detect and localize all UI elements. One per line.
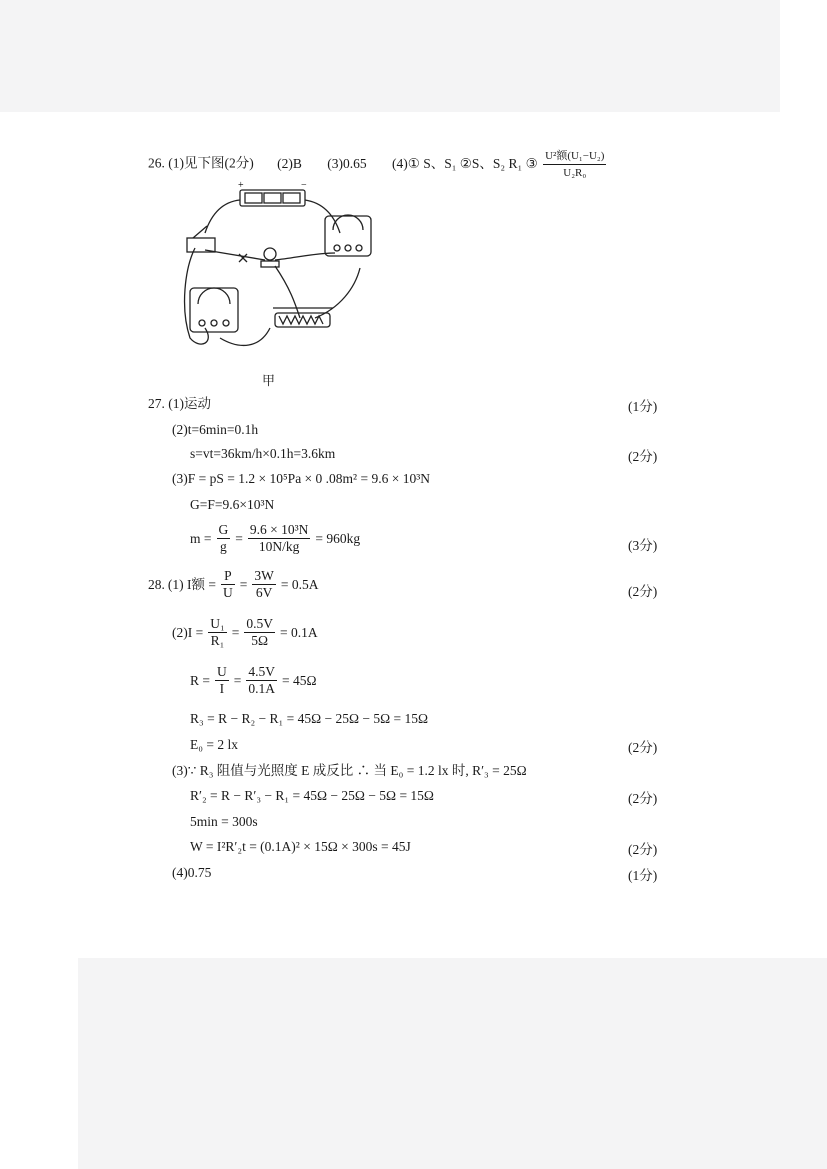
lamp-icon — [264, 248, 276, 260]
q26-number: 26. — [148, 155, 165, 171]
q26-part1: (1)见下图(2分) — [168, 155, 254, 171]
q28-score9: (2分) — [628, 842, 658, 857]
q28-l1-frac2-den: 6V — [255, 585, 273, 600]
q28-line2 — [172, 616, 318, 649]
q28-l2-rhs: = 0.1A — [279, 624, 318, 640]
q27-frac1-num: G — [218, 522, 229, 537]
q27-frac1 — [217, 522, 231, 555]
q27-score1: (1分) — [628, 399, 658, 414]
q28-score1: (2分) — [628, 584, 658, 599]
q28-l1-frac1-den: U — [222, 585, 233, 600]
q28-l3-frac1 — [215, 664, 229, 697]
q28-l1-rhs: = 0.5A — [280, 576, 319, 592]
battery-plus-sign: + — [238, 180, 244, 191]
q27-line1 — [148, 395, 211, 413]
switch-icon — [187, 238, 215, 252]
q28-l2-frac2 — [244, 616, 275, 649]
q28-line1 — [148, 568, 318, 601]
q28-l1-frac2-num: 3W — [254, 568, 274, 583]
q28-l2-frac2-den: 5Ω — [251, 633, 269, 648]
q28-l1-frac2 — [252, 568, 276, 601]
q28-l1-equals: = — [239, 576, 248, 592]
figure-caption: 甲 — [262, 373, 276, 388]
q28-line7: R′₂ = R − R′₃ − R₁ = 45Ω − 25Ω − 5Ω = 15Ω — [190, 788, 434, 803]
q27-line2: (2)t=6min=0.1h — [172, 422, 259, 437]
q28-line4: R₃ = R − R₂ − R₁ = 45Ω − 25Ω − 5Ω = 15Ω — [190, 711, 429, 726]
q26-frac-denominator: U₂R₀ — [563, 167, 587, 179]
q28-l3-frac2 — [246, 664, 277, 697]
q28-line8: 5min = 300s — [190, 814, 258, 829]
q26-fraction — [543, 148, 606, 181]
q28-l3-frac2-num: 4.5V — [248, 664, 275, 679]
q27-score6: (3分) — [628, 538, 658, 553]
q28-line9: W = I²R′₂t = (0.1A)² × 15Ω × 300s = 45J — [190, 839, 411, 854]
q28-l2-frac1-num: U₁ — [210, 616, 225, 631]
q27-score3: (2分) — [628, 449, 658, 464]
bottom-gray-band — [78, 958, 827, 1169]
q28-l3-frac2-den: 0.1A — [248, 681, 275, 696]
q27-part1: (1)运动 — [168, 396, 211, 411]
q27-line5: G=F=9.6×10³N — [190, 497, 275, 512]
q28-l3-rhs: = 45Ω — [282, 672, 317, 688]
top-gray-band — [0, 0, 780, 112]
q27-frac1-den: g — [220, 539, 227, 554]
q28-l3-frac1-num: U — [217, 664, 227, 679]
q27-line4: (3)F = pS = 1.2 × 10⁵Pa × 0 .08m² = 9.6 × 10³N — [172, 471, 430, 486]
q28-line6: (3)∵ R₃ 阻值与光照度 E 成反比 ∴ 当 E₀ = 1.2 lx 时, R′₃ = 25Ω — [172, 763, 527, 778]
q27-frac2-num: 9.6 × 10³N — [249, 522, 309, 537]
q28-l3-frac1-den: I — [219, 681, 225, 696]
q28-l2-frac1 — [208, 616, 226, 649]
q26-part2: (2)B — [277, 155, 302, 171]
q28-l2-equals: = — [231, 624, 240, 640]
q27-number: 27. — [148, 396, 165, 411]
q28-score7: (2分) — [628, 791, 658, 806]
q28-line3 — [190, 664, 317, 697]
q28-l2-frac2-num: 0.5V — [246, 616, 273, 631]
q27-mass-lhs: m = — [190, 530, 212, 546]
q28-line5: E₀ = 2 lx — [190, 737, 238, 752]
q27-mass-rhs: = 960kg — [315, 530, 361, 546]
q27-equals: = — [235, 530, 243, 546]
q28-l2-lhs: (2)I = — [172, 624, 204, 640]
q28-l1-frac1 — [221, 568, 235, 601]
q26-part4: (4)① S、S₁ ②S、S₂ R₁ ③ — [391, 155, 538, 171]
q27-frac2 — [248, 522, 311, 555]
q27-frac2-den: 10N/kg — [258, 539, 300, 554]
q27-line6 — [190, 522, 360, 555]
q28-line10: (4)0.75 — [172, 865, 212, 880]
q28-l1-frac1-num: P — [221, 568, 235, 585]
q28-number: 28. — [148, 576, 165, 592]
q28-l1-lhs: (1) I额 = — [167, 576, 216, 592]
q28-l2-frac1-den: R₁ — [210, 633, 225, 648]
voltmeter-icon — [325, 216, 371, 256]
q28-score10: (1分) — [628, 868, 658, 883]
battery-minus-sign: − — [301, 180, 307, 191]
q26-frac-numerator: U²额(U₁−U₂) — [543, 148, 606, 165]
q26-part3: (3)0.65 — [327, 155, 367, 171]
q28-score5: (2分) — [628, 740, 658, 755]
q28-l3-lhs: R = — [190, 672, 210, 688]
q27-line3: s=vt=36km/h×0.1h=3.6km — [190, 446, 336, 461]
q28-l3-equals: = — [233, 672, 242, 688]
q26-line — [148, 148, 608, 181]
circuit-diagram — [165, 178, 380, 358]
